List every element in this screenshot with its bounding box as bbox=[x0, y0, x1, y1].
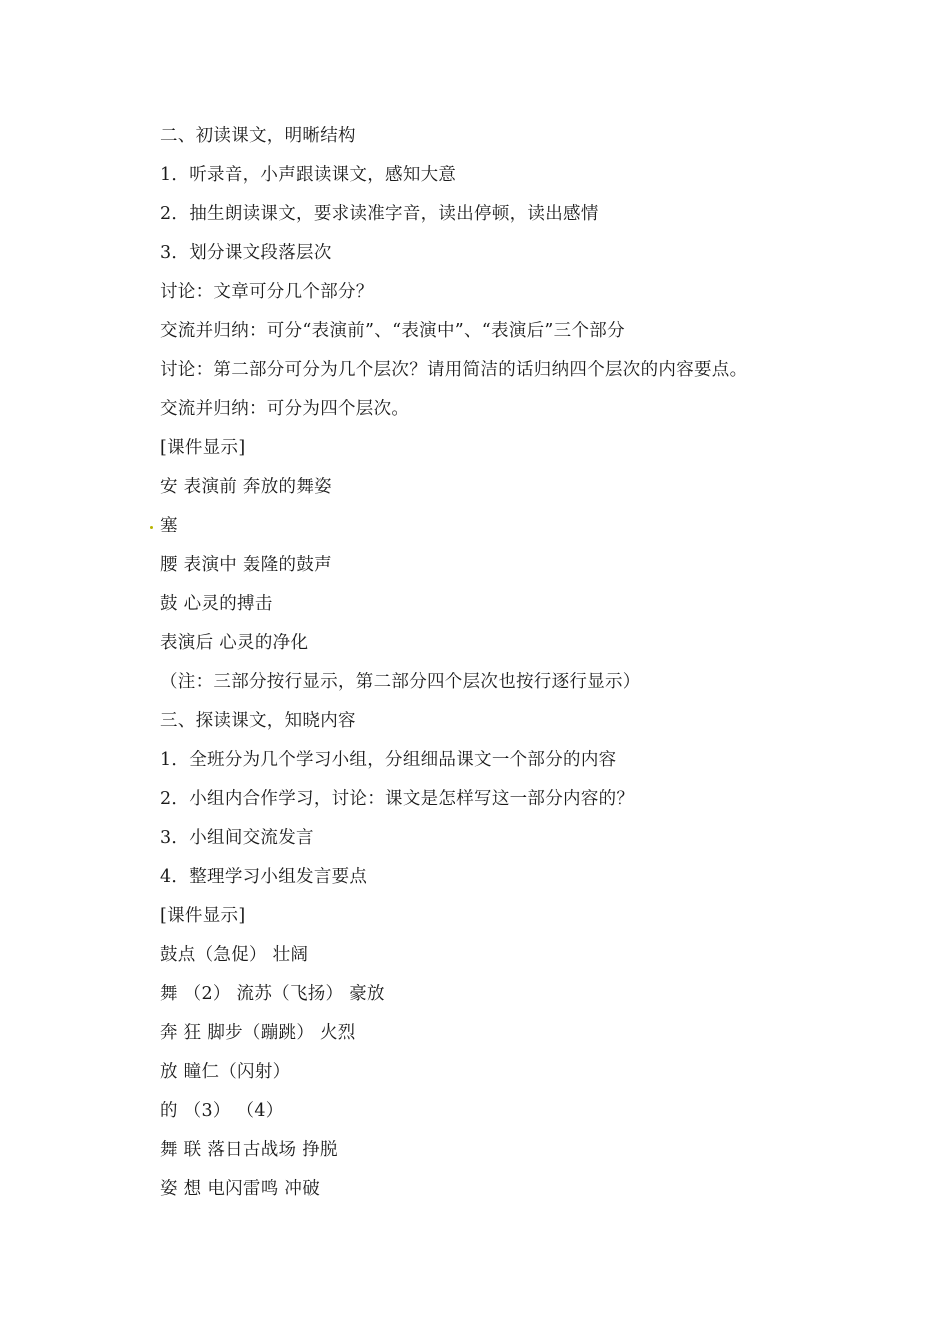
courseware-label: [课件显示] bbox=[160, 906, 246, 926]
text-line: 腰 表演中 轰隆的鼓声 bbox=[160, 555, 332, 575]
note-line: （注：三部分按行显示，第二部分四个层次也按行逐行显示） bbox=[160, 672, 641, 692]
text-line: 奔 狂 脚步（蹦跳） 火烈 bbox=[160, 1023, 356, 1043]
text-line: 2．抽生朗读课文，要求读准字音，读出停顿，读出感情 bbox=[160, 204, 599, 224]
text-line: 交流并归纳：可分为四个层次。 bbox=[160, 399, 410, 419]
text-line: 4．整理学习小组发言要点 bbox=[160, 867, 368, 887]
courseware-label: [课件显示] bbox=[160, 438, 246, 458]
text-line: 放 瞳仁（闪射） bbox=[160, 1062, 291, 1082]
text-line: 交流并归纳：可分“表演前”、“表演中”、“表演后”三个部分 bbox=[160, 321, 625, 341]
margin-marker bbox=[150, 526, 153, 529]
section-heading-2: 二、初读课文，明晰结构 bbox=[160, 126, 356, 146]
text-line: 1．听录音，小声跟读课文，感知大意 bbox=[160, 165, 457, 185]
text-line: 讨论：文章可分几个部分？ bbox=[160, 282, 374, 302]
text-line: 讨论：第二部分可分为几个层次？请用简洁的话归纳四个层次的内容要点。 bbox=[160, 360, 748, 380]
text-line: 鼓 心灵的搏击 bbox=[160, 594, 273, 614]
text-line: 舞 联 落日古战场 挣脱 bbox=[160, 1140, 338, 1160]
text-line: 鼓点（急促） 壮阔 bbox=[160, 945, 309, 965]
document-body bbox=[160, 121, 860, 1213]
text-line: 表演后 心灵的净化 bbox=[160, 633, 309, 653]
text-line: 姿 想 电闪雷鸣 冲破 bbox=[160, 1179, 320, 1199]
text-line: 3．小组间交流发言 bbox=[160, 828, 314, 848]
text-line: 舞 （2） 流苏（飞扬） 豪放 bbox=[160, 984, 385, 1004]
text-line: 的 （3） （4） bbox=[160, 1101, 284, 1121]
section-heading-3: 三、探读课文，知晓内容 bbox=[160, 711, 356, 731]
text-line: 1．全班分为几个学习小组，分组细品课文一个部分的内容 bbox=[160, 750, 617, 770]
text-line: 塞 bbox=[160, 516, 178, 536]
text-line: 2．小组内合作学习，讨论：课文是怎样写这一部分内容的？ bbox=[160, 789, 635, 809]
text-line: 安 表演前 奔放的舞姿 bbox=[160, 477, 332, 497]
text-line: 3．划分课文段落层次 bbox=[160, 243, 332, 263]
